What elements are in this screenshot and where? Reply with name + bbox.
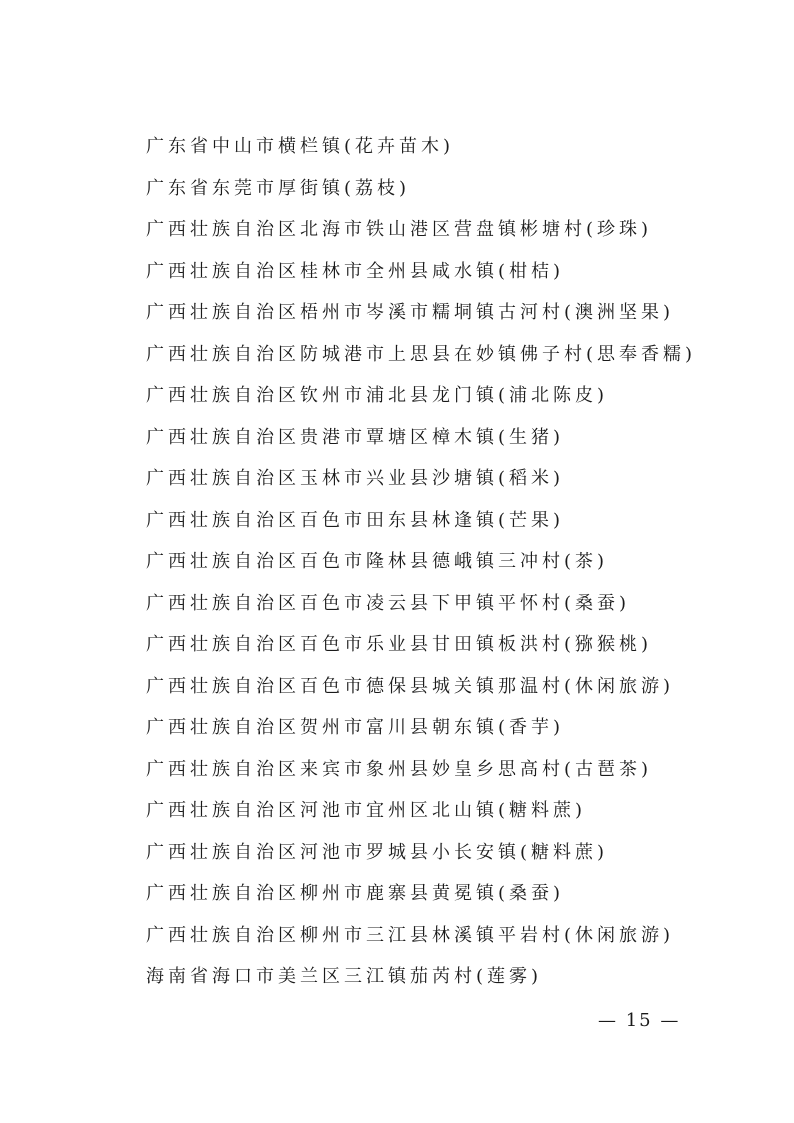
list-item: 广西壮族自治区玉林市兴业县沙塘镇(稻米) <box>146 468 565 489</box>
list-item: 广西壮族自治区北海市铁山港区营盘镇彬塘村(珍珠) <box>146 219 653 240</box>
list-item: 广西壮族自治区百色市德保县城关镇那温村(休闲旅游) <box>146 675 675 697</box>
list-item: 广西壮族自治区梧州市岑溪市糯垌镇古河村(澳洲坚果) <box>146 302 675 323</box>
list-item: 广西壮族自治区百色市田东县林逢镇(芒果) <box>146 509 565 531</box>
list-item: 广西壮族自治区防城港市上思县在妙镇佛子村(思奉香糯) <box>146 343 697 365</box>
list-item: 广西壮族自治区河池市宜州区北山镇(糖料蔗) <box>146 800 587 821</box>
list-item: 广西壮族自治区贺州市富川县朝东镇(香芋) <box>146 717 565 738</box>
list-item: 广东省中山市横栏镇(花卉苗木) <box>146 136 455 157</box>
list-item: 广西壮族自治区贵港市覃塘区樟木镇(生猪) <box>146 426 565 448</box>
list-item: 广西壮族自治区百色市乐业县甘田镇板洪村(猕猴桃) <box>146 634 653 655</box>
town-list <box>146 126 746 998</box>
list-item: 广西壮族自治区百色市隆林县德峨镇三冲村(茶) <box>146 551 609 572</box>
list-item: 广西壮族自治区桂林市全州县咸水镇(柑桔) <box>146 260 565 282</box>
page-number: — 15 — <box>598 1010 681 1031</box>
list-item: 广西壮族自治区柳州市鹿寨县黄冕镇(桑蚕) <box>146 883 565 904</box>
list-item: 广东省东莞市厚街镇(荔枝) <box>146 177 411 199</box>
list-item: 海南省海口市美兰区三江镇茄芮村(莲雾) <box>146 966 543 987</box>
list-item: 广西壮族自治区柳州市三江县林溪镇平岩村(休闲旅游) <box>146 924 675 946</box>
list-item: 广西壮族自治区河池市罗城县小长安镇(糖料蔗) <box>146 841 609 863</box>
list-item: 广西壮族自治区来宾市象州县妙皇乡思高村(古琶茶) <box>146 758 653 780</box>
list-item: 广西壮族自治区钦州市浦北县龙门镇(浦北陈皮) <box>146 385 609 406</box>
list-item: 广西壮族自治区百色市凌云县下甲镇平怀村(桑蚕) <box>146 592 631 614</box>
